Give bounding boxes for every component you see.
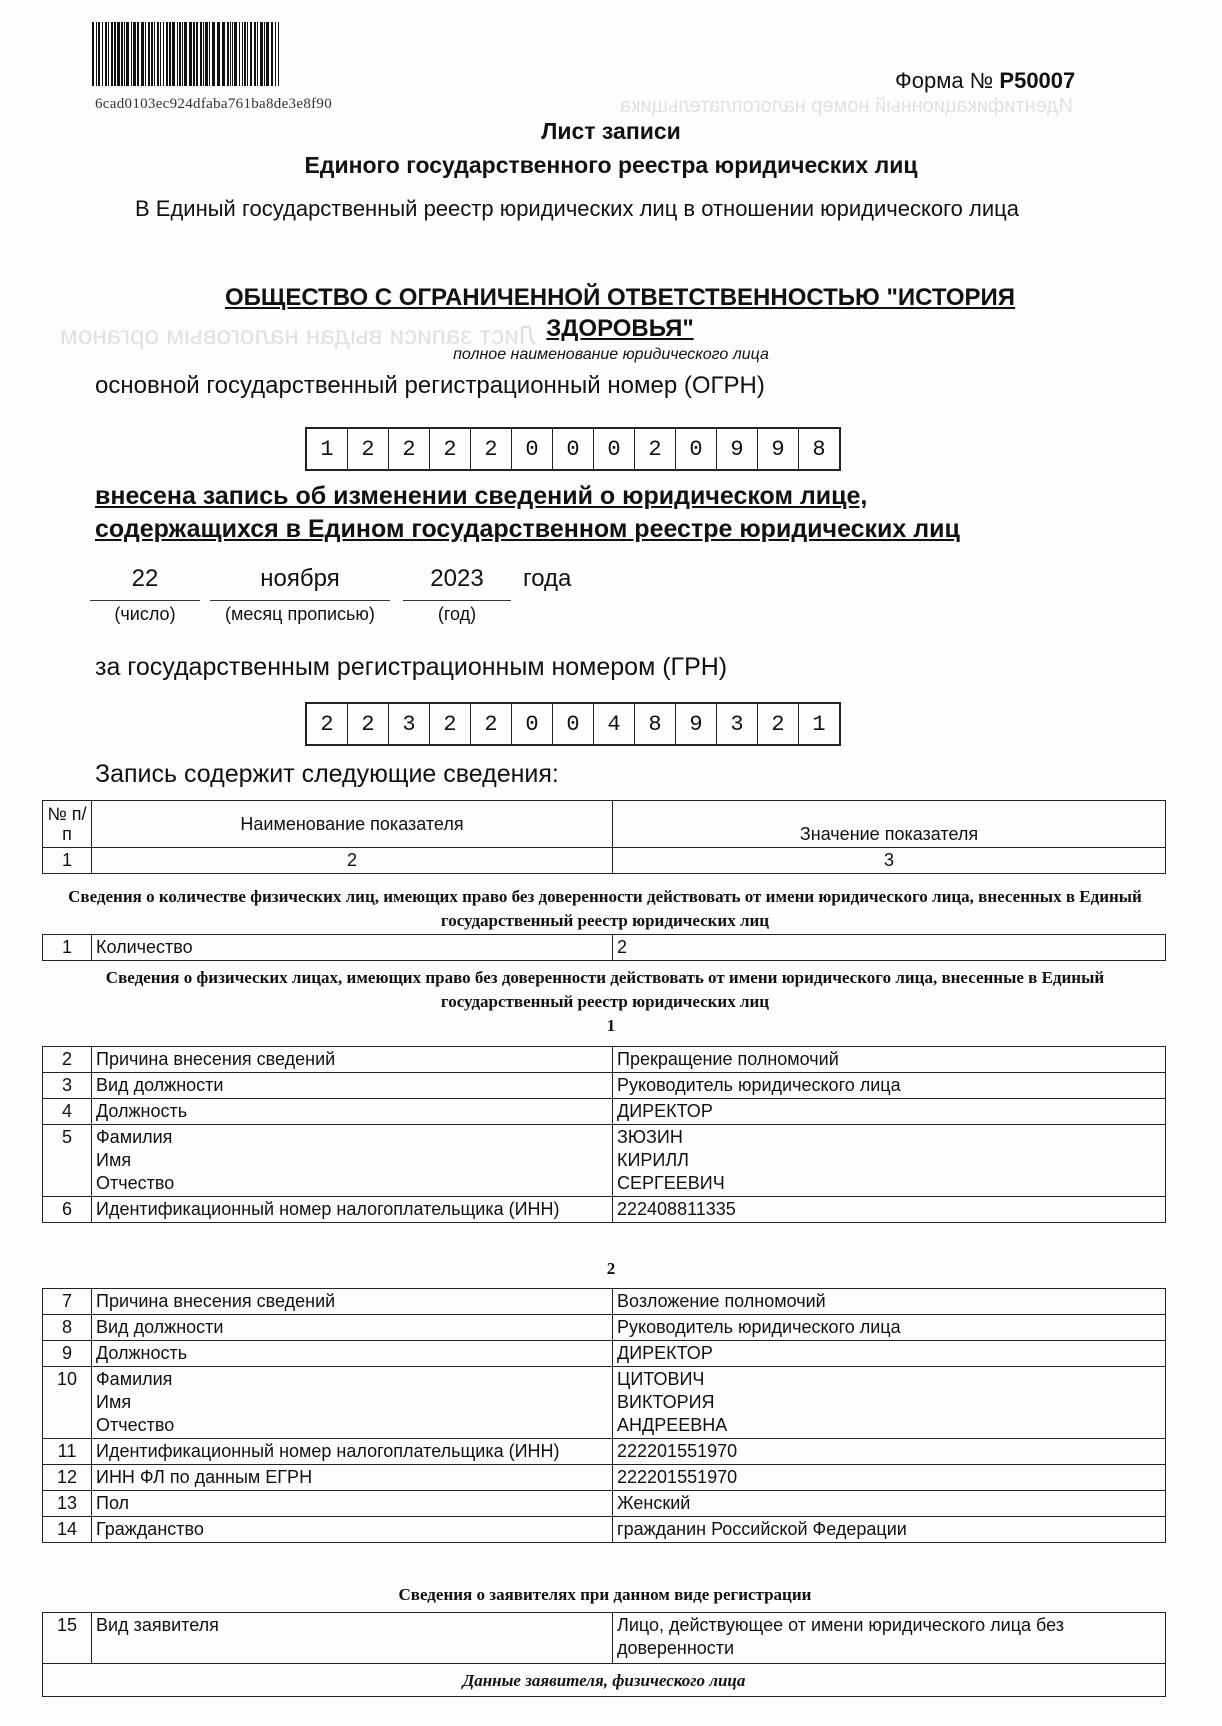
- row-number: 13: [43, 1491, 92, 1517]
- grn-digit: 2: [430, 704, 471, 744]
- grn-digit: 2: [307, 704, 348, 744]
- row-name: [92, 1367, 613, 1439]
- row-name: Вид должности: [92, 1315, 613, 1341]
- header-table: [42, 800, 1166, 874]
- barcode-bar: [137, 22, 139, 86]
- barcode-bar: [212, 22, 215, 86]
- row-value: 222201551970: [613, 1439, 1166, 1465]
- row-value: ДИРЕКТОР: [613, 1099, 1166, 1125]
- table-row: [43, 1664, 1166, 1697]
- page-subtitle: Единого государственного реестра юридических лиц: [304, 152, 918, 178]
- barcode-bar: [124, 22, 125, 86]
- patronymic-label: Отчество: [96, 1173, 175, 1193]
- barcode-bar: [230, 22, 231, 86]
- form-number: [895, 68, 1075, 94]
- barcode-bar: [182, 22, 183, 86]
- surname-value: ЦИТОВИЧ: [617, 1369, 705, 1389]
- grn-digit: 2: [348, 704, 389, 744]
- barcode-bar: [105, 22, 107, 86]
- ogrn-label: основной государственный регистрационный номер (ОГРН): [95, 372, 765, 399]
- date-month: ноября: [260, 565, 340, 592]
- row-name: Пол: [92, 1491, 613, 1517]
- col-value-index: 3: [613, 848, 1166, 874]
- barcode-bar: [114, 22, 116, 86]
- date-year: 2023: [430, 565, 484, 592]
- barcode-id: 6cad0103ec924dfaba761ba8de3e8f90: [95, 96, 333, 112]
- row-number: 3: [43, 1073, 92, 1099]
- barcode-bar: [200, 22, 202, 86]
- row-value: 222408811335: [613, 1197, 1166, 1223]
- ogrn-digit: 1: [307, 429, 348, 469]
- barcode-bar: [247, 22, 248, 86]
- ogrn-digit: 0: [676, 429, 717, 469]
- row-value: гражданин Российской Федерации: [613, 1517, 1166, 1543]
- barcode-bar: [141, 22, 144, 86]
- barcode-bar: [145, 22, 146, 86]
- ogrn-digit: 9: [717, 429, 758, 469]
- row-number: 8: [43, 1315, 92, 1341]
- show-through-text: Идентификационный номер налогоплательщика: [620, 95, 1073, 117]
- row-number: 7: [43, 1289, 92, 1315]
- barcode-bar: [275, 22, 276, 86]
- grn-digit: 2: [758, 704, 799, 744]
- page-title: Лист записи: [541, 118, 681, 144]
- barcode-bar: [222, 22, 225, 86]
- table-row: [43, 1047, 1166, 1073]
- section-persons-title: Сведения о физических лицах, имеющих право без доверенности действовать от имени юридического лица, внесенные в Единый государственный реестр юридических лиц: [105, 968, 1105, 1011]
- applicant-table: [42, 1612, 1166, 1697]
- row-value: [613, 1367, 1166, 1439]
- ogrn-digit: 2: [430, 429, 471, 469]
- ogrn-digit: 0: [512, 429, 553, 469]
- table-row: [43, 1341, 1166, 1367]
- grn-digit: 2: [471, 704, 512, 744]
- table-row: [43, 1465, 1166, 1491]
- row-number: 11: [43, 1439, 92, 1465]
- grn-digit: 0: [512, 704, 553, 744]
- ogrn-digit: 2: [635, 429, 676, 469]
- row-value: 222201551970: [613, 1465, 1166, 1491]
- row-number: 9: [43, 1341, 92, 1367]
- patronymic-value: СЕРГЕЕВИЧ: [617, 1173, 725, 1193]
- barcode-bar: [242, 22, 243, 86]
- barcode-bar: [257, 22, 258, 86]
- ogrn-digit: 2: [471, 429, 512, 469]
- date-month-caption: (месяц прописью): [225, 604, 375, 624]
- row-value: ДИРЕКТОР: [613, 1341, 1166, 1367]
- grn-digit-boxes: [305, 702, 841, 746]
- form-label: Форма №: [895, 68, 994, 93]
- col-number-header: № п/п: [43, 801, 92, 848]
- barcode-bar: [154, 22, 155, 86]
- row-value: [613, 1125, 1166, 1197]
- ogrn-digit: 0: [594, 429, 635, 469]
- barcode-bar: [264, 22, 265, 86]
- table-row: [43, 1125, 1166, 1197]
- barcode-bar: [96, 22, 97, 86]
- row-number: 6: [43, 1197, 92, 1223]
- first-name-label: Имя: [96, 1150, 132, 1170]
- table-row: [43, 1517, 1166, 1543]
- row-number: 2: [43, 1047, 92, 1073]
- col-number-index: 1: [43, 848, 92, 874]
- date-day-line: [90, 600, 200, 601]
- first-name-label: Имя: [96, 1392, 132, 1412]
- grn-digit: 3: [717, 704, 758, 744]
- row-name: Идентификационный номер налогоплательщика (ИНН): [92, 1439, 613, 1465]
- row-value: Руководитель юридического лица: [613, 1315, 1166, 1341]
- col-value-header: Значение показателя: [613, 801, 1166, 848]
- barcode-bar: [102, 22, 103, 86]
- surname-value: ЗЮЗИН: [617, 1127, 683, 1147]
- barcode-bar: [260, 22, 263, 86]
- barcode-bar: [227, 22, 229, 86]
- barcode-bar: [254, 22, 256, 86]
- barcode-bar: [160, 22, 161, 86]
- row-value: Прекращение полномочий: [613, 1047, 1166, 1073]
- barcode-bar: [126, 22, 129, 86]
- barcode-bar: [234, 22, 237, 86]
- barcode-bar: [163, 22, 164, 86]
- ogrn-digit: 0: [553, 429, 594, 469]
- entry-made-line1: внесена запись об изменении сведений о юридическом лице,: [95, 482, 868, 510]
- barcode-bar: [184, 22, 187, 86]
- count-table: [42, 934, 1166, 961]
- barcode-bar: [169, 22, 171, 86]
- patronymic-value: АНДРЕЕВНА: [617, 1415, 728, 1435]
- barcode-bar: [151, 22, 153, 86]
- grn-digit: 1: [812, 711, 826, 737]
- barcode-bar: [92, 22, 94, 86]
- ogrn-digit-boxes: [305, 427, 841, 471]
- table-row: [43, 1073, 1166, 1099]
- row-name: Вид должности: [92, 1073, 613, 1099]
- barcode-bar: [266, 22, 269, 86]
- row-number: 5: [43, 1125, 92, 1197]
- date-year-caption: (год): [437, 604, 477, 624]
- person-group-1-label: 1: [606, 1016, 616, 1035]
- table-row: [43, 1367, 1166, 1439]
- barcode-bar: [196, 22, 198, 86]
- row-value: Руководитель юридического лица: [613, 1073, 1166, 1099]
- barcode-bar: [271, 22, 273, 86]
- person-group-2-label: 2: [606, 1259, 616, 1278]
- row-name: Гражданство: [92, 1517, 613, 1543]
- barcode-bar: [157, 22, 159, 86]
- col-name-index: 2: [92, 848, 613, 874]
- barcode-bar: [250, 22, 252, 86]
- grn-digit: 0: [553, 704, 594, 744]
- barcode-bar: [217, 22, 220, 86]
- ogrn-digit: 2: [348, 429, 389, 469]
- date-month-line: [210, 600, 390, 601]
- barcode-bar: [209, 22, 210, 86]
- col-name-header: Наименование показателя: [92, 801, 613, 848]
- table-row: [43, 1289, 1166, 1315]
- grn-digit: 9: [676, 704, 717, 744]
- row-number: 10: [43, 1367, 92, 1439]
- barcode-bar: [166, 22, 168, 86]
- barcode-bar: [148, 22, 150, 86]
- patronymic-label: Отчество: [96, 1415, 175, 1435]
- barcode-bar: [203, 22, 204, 86]
- barcode-bar: [133, 22, 136, 86]
- date-year-line: [403, 600, 511, 601]
- table-row: [43, 1491, 1166, 1517]
- table-row: [43, 1315, 1166, 1341]
- row-number: 15: [43, 1613, 92, 1664]
- row-name: Идентификационный номер налогоплательщика (ИНН): [92, 1197, 613, 1223]
- barcode-bar: [179, 22, 181, 86]
- section-count-title: Сведения о количестве физических лиц, имеющих право без доверенности действовать от имени юридического лица, внесенных в Единый государственный реестр юридических лиц: [68, 887, 1142, 930]
- row-number: 1: [43, 935, 92, 961]
- row-value: Женский: [613, 1491, 1166, 1517]
- ogrn-digit: 9: [758, 429, 799, 469]
- first-name-value: ВИКТОРИЯ: [617, 1392, 715, 1412]
- barcode-bar: [205, 22, 208, 86]
- date-suffix: года: [523, 565, 572, 592]
- person-2-table: [42, 1288, 1166, 1543]
- row-name: Должность: [92, 1341, 613, 1367]
- barcode-bar: [232, 22, 233, 86]
- intro-text: В Единый государственный реестр юридических лиц в отношении юридического лица: [135, 196, 1019, 221]
- show-through-text: Лист записи выдан налоговым органом: [60, 320, 536, 350]
- entry-made-line2: содержащихся в Едином государственном реестре юридических лиц: [95, 515, 960, 543]
- table-row: [43, 1197, 1166, 1223]
- header-table-row: [43, 848, 1166, 874]
- row-number: 4: [43, 1099, 92, 1125]
- first-name-value: КИРИЛЛ: [617, 1150, 689, 1170]
- grn-digit: 3: [389, 704, 430, 744]
- row-number: 12: [43, 1465, 92, 1491]
- organization-caption: полное наименование юридического лица: [453, 346, 769, 363]
- row-value: Возложение полномочий: [613, 1289, 1166, 1315]
- row-name: Вид заявителя: [92, 1613, 613, 1664]
- row-name: ИНН ФЛ по данным ЕГРН: [92, 1465, 613, 1491]
- surname-label: Фамилия: [96, 1127, 173, 1147]
- barcode-bar: [111, 22, 113, 86]
- grn-digit: 8: [635, 704, 676, 744]
- row-name: Причина внесения сведений: [92, 1047, 613, 1073]
- date-day: 22: [131, 565, 159, 592]
- ogrn-digit: 2: [389, 429, 430, 469]
- barcode-bar: [172, 22, 175, 86]
- barcode-bar: [108, 22, 109, 86]
- barcode-bar: [131, 22, 132, 86]
- barcode-bar: [117, 22, 120, 86]
- table-row: [43, 1439, 1166, 1465]
- grn-digit: 4: [594, 704, 635, 744]
- row-value: 2: [613, 935, 1166, 961]
- table-row: [43, 935, 1166, 961]
- table-row: [43, 1099, 1166, 1125]
- barcode-bar: [193, 22, 195, 86]
- barcode: [92, 22, 284, 86]
- row-name: Количество: [92, 935, 613, 961]
- grn-label: за государственным регистрационным номером (ГРН): [95, 653, 728, 681]
- applicant-subtitle: Данные заявителя, физического лица: [43, 1664, 1166, 1697]
- surname-label: Фамилия: [96, 1369, 173, 1389]
- person-1-table: [42, 1046, 1166, 1223]
- barcode-bar: [244, 22, 246, 86]
- table-row: [43, 1613, 1166, 1664]
- barcode-bar: [177, 22, 178, 86]
- barcode-bar: [98, 22, 100, 86]
- header-table-row: [43, 801, 1166, 848]
- row-number: 14: [43, 1517, 92, 1543]
- ogrn-digit: 8: [812, 436, 826, 462]
- row-name: Должность: [92, 1099, 613, 1125]
- section-applicants-title: Сведения о заявителях при данном виде регистрации: [398, 1585, 812, 1604]
- barcode-bar: [189, 22, 192, 86]
- contains-label: Запись содержит следующие сведения:: [95, 760, 559, 788]
- date-day-caption: (число): [114, 604, 176, 624]
- row-value: Лицо, действующее от имени юридического лица без доверенности: [613, 1613, 1166, 1664]
- form-code: Р50007: [999, 68, 1076, 93]
- barcode-bar: [121, 22, 123, 86]
- row-name: Причина внесения сведений: [92, 1289, 613, 1315]
- organization-name: ОБЩЕСТВО С ОГРАНИЧЕННОЙ ОТВЕТСТВЕННОСТЬЮ "ИСТОРИЯ ЗДОРОВЬЯ": [224, 284, 1016, 342]
- barcode-bar: [278, 22, 279, 86]
- entry-made-heading: [95, 480, 960, 546]
- barcode-bar: [239, 22, 240, 86]
- row-name: [92, 1125, 613, 1197]
